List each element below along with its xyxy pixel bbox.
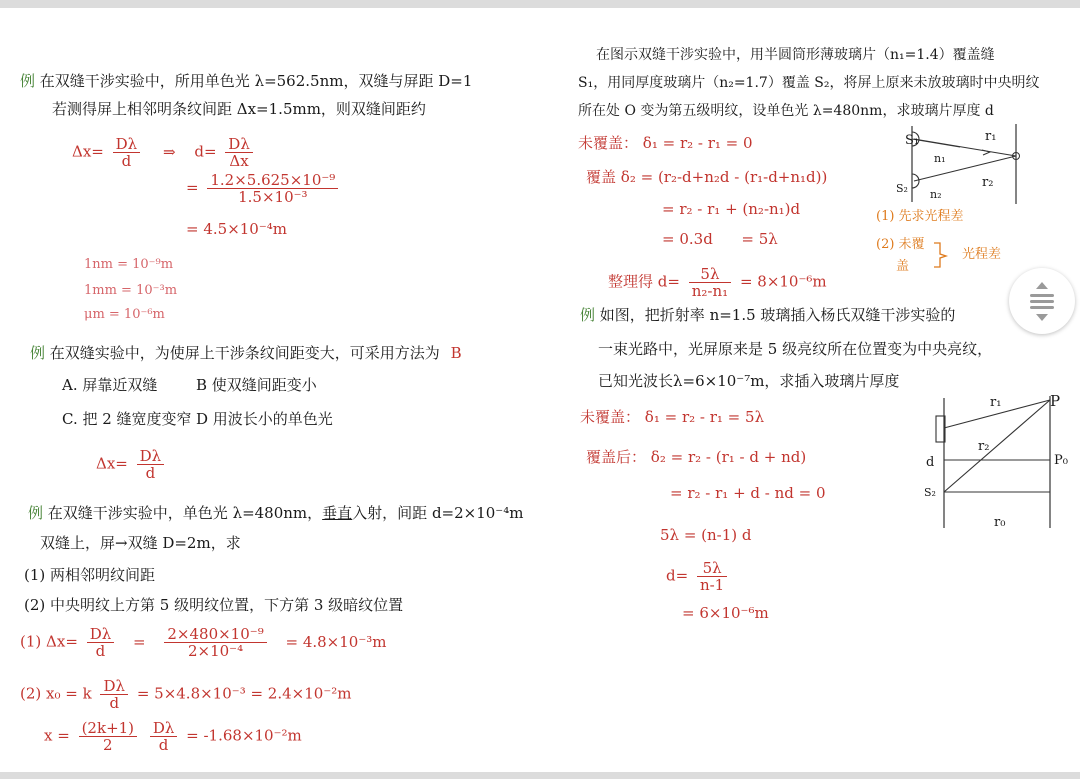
ex5-cov-label: 覆盖后：	[586, 448, 647, 466]
ex4-res-den: n₂-n₁	[691, 282, 729, 300]
handle-line-icon	[1030, 306, 1054, 309]
unit-mm: 1mm = 10⁻³m	[84, 283, 178, 298]
ex1-f1-sep: ⇒	[162, 142, 176, 161]
ex5-d	[666, 560, 731, 593]
ex4-note-brace	[930, 240, 964, 270]
ex3-a1-res: = 4.8×10⁻³m	[285, 632, 387, 651]
ex1-f1-num: Dλ	[113, 136, 141, 153]
ex5-fig-d: d	[926, 455, 935, 470]
ex1-line2: 若测得屏上相邻明条纹间距 Δx=1.5mm，则双缝间距约	[52, 100, 426, 118]
ex2-answer: B	[450, 344, 462, 362]
ex2-optD: D 用波长小的单色光	[196, 410, 333, 428]
ex1-formula2	[186, 172, 342, 205]
ex5-fig-p0: P₀	[1054, 453, 1068, 468]
ex4-cov-label: 覆盖	[586, 168, 617, 186]
ex4-note2b: 盖	[896, 259, 910, 274]
ex4-fig-r2: r₂	[982, 175, 994, 190]
ex3-text1b: 垂直	[322, 504, 353, 522]
ex4-result	[608, 266, 827, 299]
ex3-tag: 例	[28, 504, 44, 522]
ex5-cov-line3: 5λ = (n-1) d	[660, 526, 752, 544]
scroll-handle[interactable]	[1009, 268, 1075, 334]
ex4-line3: 所在处 O 变为第五级明纹，设单色光 λ=480nm，求玻璃片厚度 d	[578, 103, 994, 119]
handle-line-icon	[1030, 300, 1054, 303]
ex5-covered	[586, 448, 806, 466]
ex3-a2-res: = 5×4.8×10⁻³ = 2.4×10⁻²m	[136, 684, 352, 703]
ex4-res-val: = 8×10⁻⁶m	[739, 272, 827, 291]
ex4-fig-n1: n₁	[934, 152, 946, 165]
ex5-uncovered	[580, 408, 764, 426]
ex3-q2: (2) 中央明纹上方第 5 级明纹位置，下方第 3 级暗纹位置	[24, 596, 404, 614]
ex3-a1-num: Dλ	[87, 626, 115, 643]
ex5-d-num: 5λ	[697, 560, 727, 577]
ex3-a3-frac	[150, 720, 178, 753]
scroll-up-arrow-icon	[1036, 282, 1048, 289]
ex3-line1	[28, 504, 523, 522]
ex4-fig-r1: r₁	[985, 129, 997, 144]
ex4-uncovered	[578, 134, 753, 152]
unit-nm: 1nm = 10⁻⁹m	[84, 257, 174, 272]
ex1-f1-frac2	[225, 136, 253, 169]
ex1-formula3: = 4.5×10⁻⁴m	[186, 220, 288, 238]
ex5-d-lhs: d=	[666, 566, 689, 585]
ex3-a1-frac2	[164, 626, 266, 659]
ex5-figure	[924, 392, 1054, 532]
ex5-fig-p: P	[1050, 392, 1061, 410]
ex2-optB: B 使双缝间距变小	[196, 376, 317, 394]
ex1-f1-frac	[113, 136, 141, 169]
ex2-f-den: d	[145, 464, 156, 482]
ex4-note1: (1) 先求光程差	[876, 209, 964, 224]
ex1-f2-eq: =	[186, 178, 199, 197]
handle-line-icon	[1030, 294, 1054, 297]
ex3-line2: 双缝上，屏→双缝 D=2m，求	[40, 534, 241, 552]
ex2-f-frac	[137, 448, 165, 481]
ex4-fig-s2: S₂	[896, 182, 908, 195]
ex5-tag: 例	[580, 306, 596, 324]
ex3-a2-tag: (2)	[20, 684, 42, 703]
ex1-f2-den: 1.5×10⁻³	[238, 188, 308, 206]
ex5-cov-line2: = r₂ - r₁ + d - nd = 0	[670, 484, 826, 502]
ex4-note2a: (2) 未覆	[876, 237, 925, 252]
ex5-line1	[580, 306, 955, 324]
ex5-fig-r2: r₂	[978, 439, 990, 454]
ex1-f2-frac	[207, 172, 338, 205]
ex4-res-label: 整理得 d=	[608, 272, 680, 291]
top-bar	[0, 0, 1080, 8]
ex4-covered	[586, 168, 827, 186]
ex3-a3-paren-den: 2	[103, 736, 113, 754]
ex4-cov-line3: = 0.3d = 5λ	[662, 230, 778, 248]
ex1-f1-den2: Δx	[229, 152, 249, 170]
ex4-res-num: 5λ	[689, 266, 731, 283]
ex3-text1c: 入射，间距 d=2×10⁻⁴m	[352, 504, 524, 522]
ex4-res-frac	[689, 266, 731, 299]
ex4-uncov-label: 未覆盖：	[578, 134, 639, 152]
ex3-a3-paren	[79, 720, 137, 753]
ex4-fig-n2: n₂	[930, 188, 942, 201]
ex4-line1: 在图示双缝干涉实验中，用半圆筒形薄玻璃片（n₁=1.4）覆盖缝	[596, 47, 995, 63]
ex4-note2c: 光程差	[962, 247, 1002, 262]
ex3-a3-den: d	[158, 736, 169, 754]
ex2-tag: 例	[30, 344, 46, 362]
ex3-a1-lhs: Δx=	[46, 632, 78, 651]
ex3-a2-frac	[100, 678, 128, 711]
ex3-a2-num: Dλ	[100, 678, 128, 695]
ex3-a3-lhs: x =	[44, 726, 70, 745]
ex3-a1-num2: 2×480×10⁻⁹	[164, 626, 266, 643]
ex4-line2: S₁，用同厚度玻璃片（n₂=1.7）覆盖 S₂，将屏上原来未放玻璃时中央明纹	[578, 75, 1040, 91]
ex3-q1: (1) 两相邻明纹间距	[24, 566, 156, 584]
ex2-f-lhs: Δx=	[96, 454, 128, 473]
unit-um: μm = 10⁻⁶m	[84, 307, 165, 322]
ex1-tag: 例	[20, 72, 36, 90]
ex5-uncov-label: 未覆盖：	[580, 408, 641, 426]
ex5-d-den: n-1	[699, 576, 725, 594]
ex3-a3-paren-num: (2k+1)	[79, 720, 137, 737]
ex2-line1	[30, 344, 462, 362]
ex1-f1-lhs: Δx=	[72, 142, 104, 161]
ex3-a1-frac	[87, 626, 115, 659]
ex3-a1-den: d	[95, 642, 106, 660]
ex2-optC: C. 把 2 缝宽度变窄	[62, 410, 192, 428]
ex5-uncov-eq: δ₁ = r₂ - r₁ = 5λ	[644, 408, 765, 426]
ex2-optA: A. 屏靠近双缝	[62, 376, 158, 394]
ex5-text1: 如图，把折射率 n=1.5 玻璃插入杨氏双缝干涉实验的	[599, 306, 956, 324]
bottom-bar	[0, 772, 1080, 779]
ex3-a1-den2: 2×10⁻⁴	[187, 642, 244, 660]
ex3-a1-tag: (1)	[20, 632, 42, 651]
ex5-fig-r1: r₁	[990, 395, 1002, 410]
ex1-text1: 在双缝干涉实验中，所用单色光 λ=562.5nm，双缝与屏距 D=1	[39, 72, 473, 90]
ex3-a3-res: = -1.68×10⁻²m	[186, 726, 302, 745]
ex3-a2-lhs: x₀ = k	[46, 684, 92, 703]
ex5-fig-s2: S₂	[924, 486, 936, 499]
ex4-cov-line2: = r₂ - r₁ + (n₂-n₁)d	[662, 200, 801, 218]
ex3-text1a: 在双缝干涉实验中，单色光 λ=480nm，	[47, 504, 323, 522]
ex3-a3-num: Dλ	[150, 720, 178, 737]
ex3-a1	[20, 626, 387, 659]
ex3-a2-den: d	[109, 694, 120, 712]
ex3-a2	[20, 678, 351, 711]
note-page	[0, 8, 1080, 772]
ex3-a1-eq: =	[133, 632, 146, 651]
ex1-f1-num2: Dλ	[225, 136, 253, 153]
ex5-line3: 已知光波长λ=6×10⁻⁷m，求插入玻璃片厚度	[598, 372, 900, 390]
ex1-f2-num: 1.2×5.625×10⁻⁹	[207, 172, 338, 189]
ex5-fig-r0: r₀	[994, 515, 1006, 530]
ex2-text1: 在双缝实验中，为使屏上干涉条纹间距变大，可采用方法为	[49, 344, 440, 362]
ex1-f1-den: d	[121, 152, 132, 170]
ex2-formula	[96, 448, 168, 481]
ex1-f1-d: d=	[194, 142, 217, 161]
ex2-f-num: Dλ	[137, 448, 165, 465]
ex3-a3	[44, 720, 302, 753]
ex1-line1	[20, 72, 472, 90]
ex5-d-frac	[697, 560, 727, 593]
ex5-line2: 一束光路中，光屏原来是 5 级亮纹所在位置变为中央亮纹，	[598, 340, 993, 358]
ex5-d-value: = 6×10⁻⁶m	[682, 604, 769, 622]
ex1-formula1	[72, 136, 257, 169]
scroll-down-arrow-icon	[1036, 314, 1048, 321]
ex4-cov-eq: δ₂ = (r₂-d+n₂d - (r₁-d+n₁d))	[620, 168, 828, 186]
ex4-uncov-eq: δ₁ = r₂ - r₁ = 0	[642, 134, 753, 152]
ex4-fig-s1: S₁	[905, 133, 920, 148]
ex5-cov-eq: δ₂ = r₂ - (r₁ - d + nd)	[650, 448, 807, 466]
